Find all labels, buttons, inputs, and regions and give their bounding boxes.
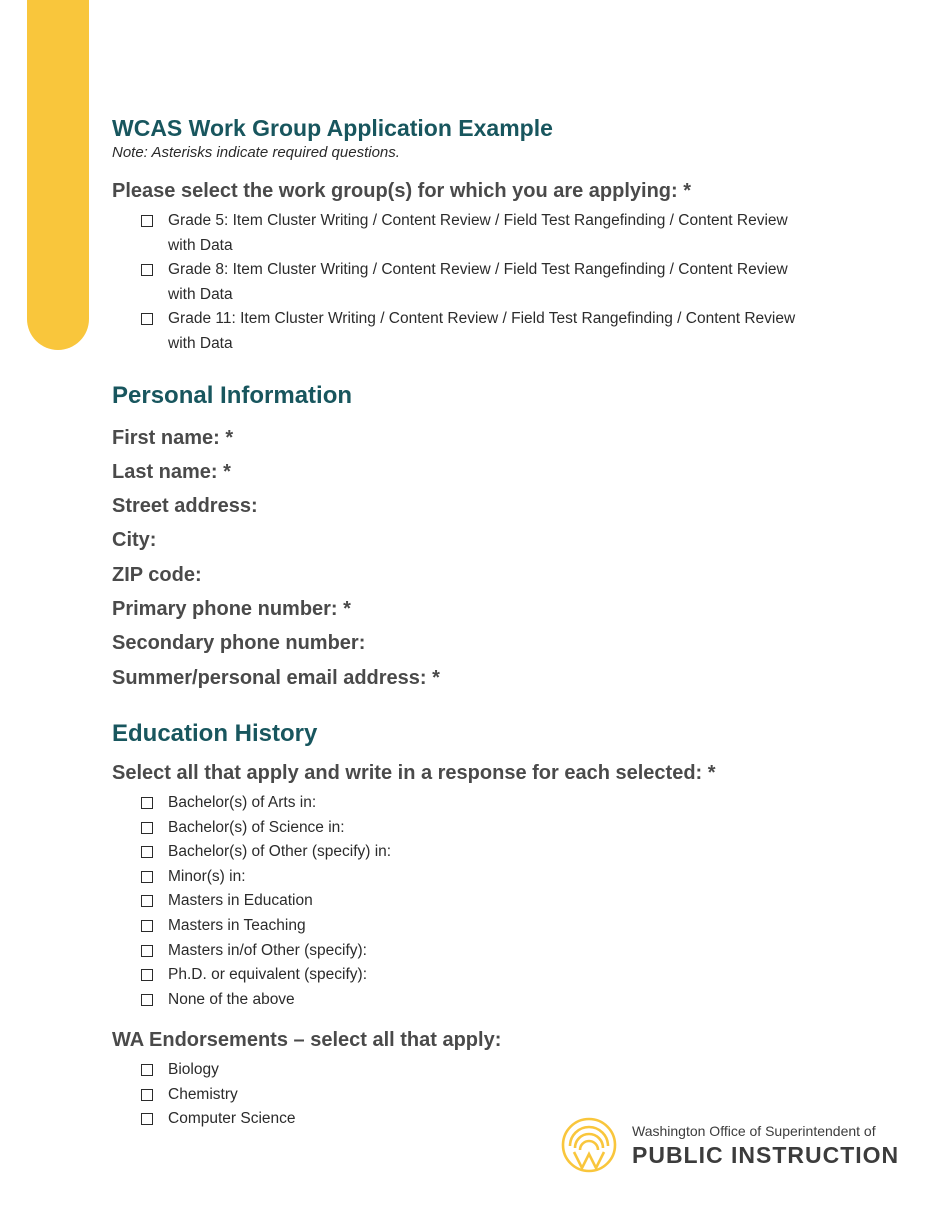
ospi-logo xyxy=(560,1116,900,1176)
last-name-field: Last name: * xyxy=(112,460,231,483)
option-label: Grade 5: Item Cluster Writing / Content Review / Field Test Rangefinding / Content Review with Data xyxy=(168,212,788,254)
ospi-emblem-icon xyxy=(560,1116,618,1174)
education-option[interactable] xyxy=(112,889,912,914)
endorsement-option[interactable] xyxy=(112,1083,912,1108)
checkbox[interactable] xyxy=(141,1064,153,1076)
first-name-field: First name: * xyxy=(112,426,234,449)
option-label: Grade 11: Item Cluster Writing / Content Review / Field Test Rangefinding / Content Review with Data xyxy=(168,310,796,352)
education-option[interactable] xyxy=(112,963,912,988)
required-note: Note: Asterisks indicate required questions. xyxy=(112,144,400,161)
checkbox[interactable] xyxy=(141,215,153,227)
primary-phone-field: Primary phone number: * xyxy=(112,598,351,621)
workgroup-option-grade8[interactable] xyxy=(112,258,808,307)
education-option[interactable] xyxy=(112,791,912,816)
checkbox[interactable] xyxy=(141,846,153,858)
checkbox[interactable] xyxy=(141,969,153,981)
education-option[interactable] xyxy=(112,840,912,865)
checkbox[interactable] xyxy=(141,264,153,276)
option-label: Bachelor(s) of Arts in: xyxy=(168,793,317,811)
street-address-field: Street address: xyxy=(112,495,258,518)
accent-bar xyxy=(27,0,89,350)
checkbox[interactable] xyxy=(141,822,153,834)
endorsement-option[interactable] xyxy=(112,1058,912,1083)
checkbox[interactable] xyxy=(141,797,153,809)
education-option[interactable] xyxy=(112,988,912,1013)
education-option[interactable] xyxy=(112,816,912,841)
workgroup-options xyxy=(112,209,912,357)
workgroup-option-grade11[interactable] xyxy=(112,307,808,356)
education-options xyxy=(112,791,912,1012)
option-label: None of the above xyxy=(168,990,295,1008)
workgroup-option-grade5[interactable] xyxy=(112,209,808,258)
checkbox[interactable] xyxy=(141,871,153,883)
education-option[interactable] xyxy=(112,914,912,939)
option-label: Masters in/of Other (specify): xyxy=(168,941,367,959)
education-heading: Education History xyxy=(112,719,318,747)
option-label: Bachelor(s) of Other (specify) in: xyxy=(168,843,392,861)
zip-code-field: ZIP code: xyxy=(112,563,202,586)
checkbox[interactable] xyxy=(141,994,153,1006)
form-content xyxy=(112,112,912,1132)
option-label: Chemistry xyxy=(168,1085,238,1103)
option-label: Ph.D. or equivalent (specify): xyxy=(168,966,368,984)
city-field: City: xyxy=(112,529,157,552)
checkbox[interactable] xyxy=(141,1113,153,1125)
logo-line-1: Washington Office of Superintendent of xyxy=(632,1123,876,1139)
page-title: WCAS Work Group Application Example xyxy=(112,115,553,141)
option-label: Masters in Teaching xyxy=(168,916,306,934)
checkbox[interactable] xyxy=(141,1089,153,1101)
option-label: Minor(s) in: xyxy=(168,867,246,885)
workgroup-question: Please select the work group(s) for which you are applying: * xyxy=(112,180,692,202)
email-field: Summer/personal email address: * xyxy=(112,666,440,689)
education-option[interactable] xyxy=(112,939,912,964)
checkbox[interactable] xyxy=(141,313,153,325)
checkbox[interactable] xyxy=(141,945,153,957)
checkbox[interactable] xyxy=(141,920,153,932)
education-question: Select all that apply and write in a response for each selected: * xyxy=(112,761,716,784)
personal-info-heading: Personal Information xyxy=(112,381,353,409)
option-label: Computer Science xyxy=(168,1110,296,1128)
checkbox[interactable] xyxy=(141,895,153,907)
option-label: Masters in Education xyxy=(168,892,313,910)
logo-line-2: PUBLIC INSTRUCTION xyxy=(632,1142,900,1168)
option-label: Grade 8: Item Cluster Writing / Content Review / Field Test Rangefinding / Content Review with Data xyxy=(168,261,788,303)
education-option[interactable] xyxy=(112,865,912,890)
option-label: Bachelor(s) of Science in: xyxy=(168,818,345,836)
endorsements-question: WA Endorsements – select all that apply: xyxy=(112,1029,502,1052)
option-label: Biology xyxy=(168,1061,219,1079)
secondary-phone-field: Secondary phone number: xyxy=(112,632,366,655)
